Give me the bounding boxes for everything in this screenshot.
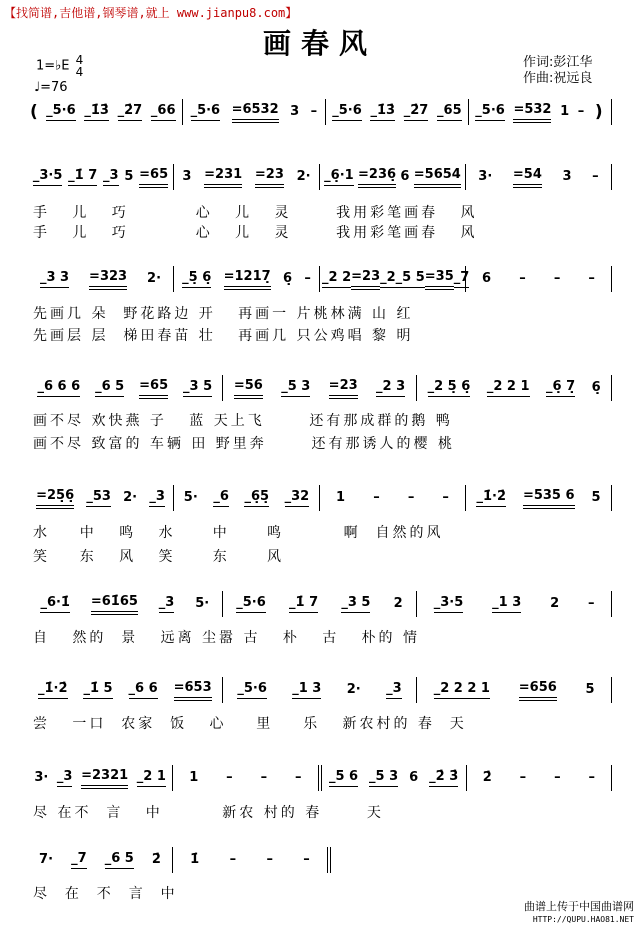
note-group: _3	[159, 595, 175, 613]
note-group: _5·6	[475, 103, 505, 121]
note-group: 3	[562, 168, 572, 184]
note-group: _2 1	[137, 769, 166, 787]
lyric-line: 手 儿 巧 心 儿 灵 我用彩笔画春 风	[33, 225, 478, 241]
note-group: 6̣	[591, 379, 601, 395]
note-group: =56	[234, 378, 263, 399]
measure	[320, 164, 466, 190]
lyric-line: 手 儿 巧 心 儿 灵 我用彩笔画春 风	[33, 205, 478, 221]
note-group: =35	[425, 269, 454, 290]
measure	[28, 765, 173, 791]
measure	[417, 591, 612, 617]
note-group: _3·5	[434, 595, 464, 613]
note-group: _6̣5̣	[244, 489, 269, 507]
time-signature	[76, 54, 84, 78]
footer-line1: 曲谱上传于中国曲谱网	[524, 900, 634, 913]
note-group: _6̣·1	[324, 168, 354, 186]
dash-extension: –	[588, 595, 595, 611]
note-group: 6̣	[282, 270, 293, 286]
measure	[326, 99, 469, 125]
note-group: _5·6	[237, 681, 267, 699]
dash-extension: –	[373, 489, 380, 505]
note-group: 2̇	[151, 851, 161, 867]
note-group: =65	[139, 378, 168, 399]
note-group: _3 5	[341, 595, 370, 613]
measure	[466, 266, 612, 292]
measure	[417, 375, 612, 401]
note-group: _1̇·2̇	[38, 681, 68, 699]
staff-system	[28, 677, 612, 703]
close-paren: )	[594, 102, 603, 122]
measure	[466, 485, 612, 511]
note-group: _2 3	[376, 379, 405, 397]
note-group: 3	[290, 103, 300, 119]
note-group: =532	[513, 102, 551, 123]
lyricist: 作词:彭江华	[523, 55, 593, 70]
dash-extension: –	[588, 769, 596, 785]
note-group: 2·	[123, 489, 138, 505]
staff-system	[28, 164, 612, 190]
staff-system	[28, 591, 612, 617]
note-group: 2·	[346, 681, 361, 697]
song-title: 画春风	[262, 27, 377, 60]
measure	[223, 677, 418, 703]
note-group: _5 5	[396, 270, 425, 288]
note-group: 5·	[183, 489, 198, 505]
note-group: _3	[149, 489, 165, 507]
dash-extension: –	[303, 851, 310, 867]
note-group: _1 3	[492, 595, 521, 613]
note-group: _32	[285, 489, 310, 507]
note-group: _2 2	[322, 270, 351, 288]
note-group: 6	[409, 769, 419, 785]
dash-extension: –	[554, 769, 561, 785]
dash-extension: –	[577, 103, 585, 119]
note-group: _1 3	[292, 681, 321, 699]
note-group: _1̇ 7	[289, 595, 318, 613]
note-group: _5·6	[236, 595, 266, 613]
footer-url: HTTP://QUPU.HAO81.NET	[532, 915, 634, 924]
composer: 作曲:祝远良	[523, 71, 593, 86]
measure	[174, 164, 320, 190]
note-group: _5·6	[332, 103, 362, 121]
note-group: _5̣ 6̣	[182, 270, 211, 288]
dash-extension: –	[310, 103, 318, 119]
note-group: 1̇	[190, 851, 200, 867]
note-group: _1̇·2̇	[476, 489, 506, 507]
time-bottom: 4	[75, 65, 84, 79]
note-group: 1	[189, 769, 199, 785]
dash-extension: –	[407, 489, 415, 505]
measure	[28, 375, 223, 401]
measure	[28, 485, 174, 511]
measure	[320, 485, 466, 511]
staff-system	[28, 765, 612, 791]
note-group: 1	[336, 489, 346, 505]
note-group: _6 5	[95, 379, 124, 397]
measure	[28, 591, 223, 617]
dash-extension: –	[519, 769, 527, 785]
measure	[28, 266, 174, 292]
key-label: 1=♭E	[36, 58, 70, 74]
note-group: _3 3	[40, 270, 69, 288]
measure	[183, 99, 326, 125]
note-group: _2̇ 3̇	[429, 769, 458, 787]
note-group: =23	[351, 269, 380, 290]
measure	[320, 266, 470, 292]
key-signature	[36, 54, 83, 78]
note-group: _2̇7	[118, 103, 143, 121]
measure	[174, 485, 320, 511]
measure	[417, 677, 612, 703]
staff-system	[28, 375, 612, 401]
staff-system	[28, 99, 612, 125]
note-group: =2321	[81, 768, 128, 789]
note-group: _2 2 2 1	[434, 681, 490, 699]
note-group: 2·	[147, 270, 162, 286]
dash-extension: –	[304, 270, 311, 286]
measure	[223, 375, 418, 401]
note-group: 2̇	[482, 769, 492, 785]
note-group: 2	[393, 595, 403, 611]
note-group: _6·1̇	[40, 595, 70, 613]
note-group: =54	[513, 167, 542, 188]
dash-extension: –	[295, 769, 302, 785]
dash-extension: –	[229, 851, 237, 867]
note-group: _65	[437, 103, 462, 121]
note-group: _2̇7	[404, 103, 429, 121]
dash-extension: –	[260, 769, 268, 785]
lyric-line: 画不尽 致富的 车辆 田 野里奔 还有那诱人的樱 桃	[33, 436, 455, 452]
note-group: =23	[329, 378, 358, 399]
note-group: 5	[591, 489, 601, 505]
note-group: 2·	[296, 168, 311, 184]
note-group: 5	[124, 168, 134, 184]
note-group: =236̣	[358, 167, 396, 188]
note-group: 5	[585, 681, 595, 697]
note-group: 3	[182, 168, 192, 184]
note-group: 3·	[34, 769, 49, 785]
note-group: _1̇ 7	[68, 168, 97, 186]
note-group: _2 2 1	[487, 379, 530, 397]
staff-system	[28, 485, 612, 511]
tempo-marking: ♩=76	[34, 80, 68, 95]
lyric-line: 先画几 朵 野花路边 开 再画一 片桃林满 山 红	[33, 306, 414, 322]
lyric-line: 笑 东 风 笑 东 风	[33, 549, 285, 565]
open-paren: (	[30, 102, 38, 122]
dash-extension: –	[266, 851, 273, 867]
lyric-line: 画不尽 欢快燕 子 蓝 天上飞 还有那成群的鹅 鸭	[33, 413, 453, 429]
note-group: =6532	[232, 102, 279, 123]
measure	[28, 164, 174, 190]
note-group: 6	[482, 270, 492, 286]
note-group: _3·5	[33, 168, 63, 186]
footer-watermark	[524, 900, 634, 926]
measure	[28, 677, 223, 703]
lyric-line: 水 中 鸣 水 中 鸣 啊 自然的风	[33, 525, 444, 541]
note-group: =535 6	[523, 488, 575, 509]
time-top: 4	[75, 53, 84, 67]
dash-extension: –	[588, 270, 595, 286]
dash-extension: –	[442, 489, 449, 505]
note-group: 3·	[478, 168, 493, 184]
note-group: _3	[57, 769, 73, 787]
lyric-line: 尽 在 不 言 中	[33, 886, 178, 902]
note-group: =653	[174, 680, 212, 701]
note-group: 5·	[195, 595, 210, 611]
dash-extension: –	[519, 270, 526, 286]
note-group: _5 3	[281, 379, 310, 397]
measure	[322, 765, 467, 791]
note-group: _1̇3̇	[84, 103, 109, 121]
note-group: =5654	[414, 167, 461, 188]
measure	[466, 164, 612, 190]
staff-system	[28, 266, 612, 292]
note-group: _6 5	[105, 851, 134, 869]
note-group: _7	[454, 270, 470, 288]
lyric-line: 尽 在不 言 中 新农 村的 春 天	[33, 805, 384, 821]
note-group: _5 6	[329, 769, 358, 787]
measure	[173, 847, 331, 873]
measure	[467, 765, 612, 791]
note-group: =23	[255, 167, 284, 188]
note-group: 7·	[39, 851, 54, 867]
measure	[223, 591, 418, 617]
note-group: _6 6 6	[37, 379, 80, 397]
measure	[28, 847, 173, 873]
note-group: 2	[550, 595, 560, 611]
lyric-line: 先画层 层 梯田春苗 壮 再画几 只公鸡唱 黎 明	[33, 328, 414, 344]
credits	[523, 55, 592, 87]
note-group: _1̇3̇	[370, 103, 395, 121]
note-group: =25̣6̣	[36, 488, 74, 509]
note-group: _66	[151, 103, 176, 121]
note-group: _53	[86, 489, 111, 507]
dash-extension: –	[553, 270, 561, 286]
staff-system	[28, 847, 318, 873]
measure	[469, 99, 612, 125]
measure	[174, 266, 320, 292]
note-group: _6 6	[129, 681, 158, 699]
note-group: _2	[380, 270, 396, 288]
site-banner[interactable]: 【找简谱,吉他谱,钢琴谱,就上 www.jianpu8.com】	[4, 6, 298, 20]
note-group: _5 3	[369, 769, 398, 787]
note-group: 6	[400, 168, 410, 184]
note-group: _6̣ 7̣	[546, 379, 575, 397]
note-group: _6	[213, 489, 229, 507]
note-group: _2 5̣ 6̣	[428, 379, 471, 397]
note-group: =323	[89, 269, 127, 290]
note-group: _1̇ 5	[83, 681, 112, 699]
note-group: =65	[139, 167, 168, 188]
note-group: _3	[103, 168, 119, 186]
note-group: 1	[560, 103, 570, 119]
note-group: _5·6	[46, 103, 76, 121]
dash-extension: –	[226, 769, 233, 785]
lyric-line: 自 然的 景 远离 尘嚣 古 朴 古 朴的 情	[33, 630, 421, 646]
dash-extension: –	[592, 168, 599, 184]
note-group: _3	[386, 681, 402, 699]
lyric-line: 尝 一口 农家 饭 心 里 乐 新农村的 春 天	[33, 716, 467, 732]
note-group: =231	[204, 167, 242, 188]
note-group: _7	[71, 851, 87, 869]
note-group: =61̇65	[91, 594, 138, 615]
measure	[40, 99, 183, 125]
note-group: _3 5	[183, 379, 212, 397]
measure	[173, 765, 321, 791]
note-group: =656	[519, 680, 557, 701]
note-group: =1217̣	[224, 269, 271, 290]
note-group: _5·6	[191, 103, 221, 121]
